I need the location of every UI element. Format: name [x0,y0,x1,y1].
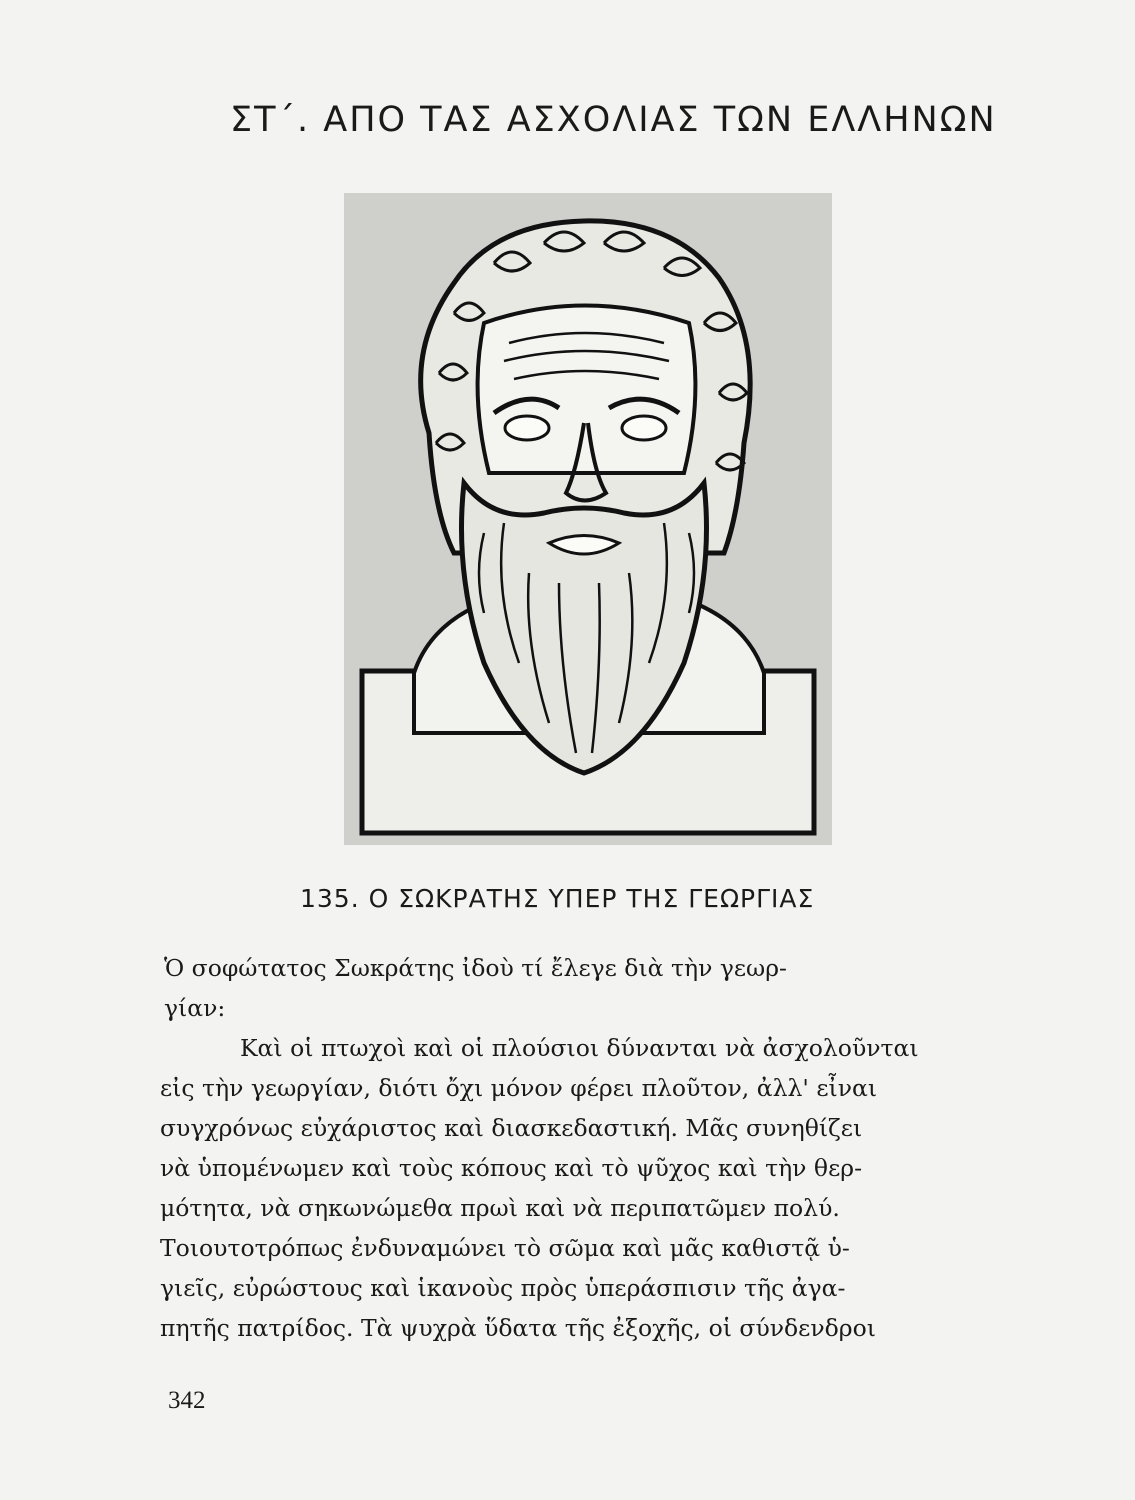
socrates-bust-illustration [344,193,832,845]
text-line: συγχρόνως εὐχάριστος καὶ διασκεδαστική. Μᾶς συνηθίζει [160,1114,863,1142]
text-line: Τοιουτοτρόπως ἐνδυναμώνει τὸ σῶμα καὶ μᾶς καθιστᾷ ὑ- [160,1234,850,1262]
text-line: γίαν: [164,994,226,1022]
article-title: 135. Ο ΣΩΚΡΑΤΗΣ ΥΠΕΡ ΤΗΣ ΓΕΩΡΓΙΑΣ [300,884,815,913]
section-title: ΣΤ΄. ΑΠΟ ΤΑΣ ΑΣΧΟΛΙΑΣ ΤΩΝ ΕΛΛΗΝΩΝ [230,100,997,140]
text-line: γιεῖς, εὐρώστους καὶ ἱκανοὺς πρὸς ὑπεράσπισιν τῆς ἀγα- [160,1274,846,1302]
text-line: νὰ ὑπομένωμεν καὶ τοὺς κόπους καὶ τὸ ψῦχος καὶ τὴν θερ- [160,1154,863,1182]
text-line: εἰς τὴν γεωργίαν, διότι ὄχι μόνον φέρει πλοῦτον, ἀλλ' εἶναι [160,1074,878,1102]
text-line: Καὶ οἱ πτωχοὶ καὶ οἱ πλούσιοι δύνανται νὰ ἀσχολοῦνται [240,1034,919,1062]
text-line: μότητα, νὰ σηκωνώμεθα πρωὶ καὶ νὰ περιπατῶμεν πολύ. [160,1194,840,1222]
page-number: 342 [168,1387,206,1414]
text-line: Ὁ σοφώτατος Σωκράτης ἰδοὺ τί ἔλεγε διὰ τὴν γεωρ- [164,954,787,982]
socrates-bust-drawing [344,193,832,845]
text-line: πητῆς πατρίδος. Τὰ ψυχρὰ ὕδατα τῆς ἐξοχῆς, οἱ σύνδενδροι [160,1314,876,1342]
article-body [160,948,1020,1348]
